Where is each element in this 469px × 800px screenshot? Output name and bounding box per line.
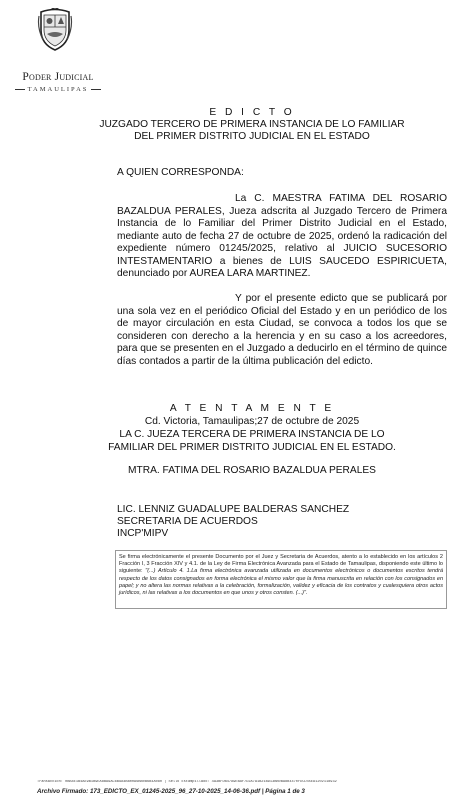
signed-file-info: Archivo Firmado: 173_EDICTO_EX_01245-2025_96_27-10-2025_14-06-36.pdf | Página 1 de 3 (37, 788, 305, 795)
institution-name: Poder Judicial (22, 71, 94, 83)
document-title: E D I C T O (209, 107, 295, 118)
salutation: A QUIEN CORRESPONDA: (117, 167, 244, 178)
institution-state (8, 86, 108, 93)
divider (15, 89, 25, 90)
state-label: TAMAULIPAS (27, 86, 89, 93)
atentamente-heading: A T E N T A M E N T E (169, 403, 335, 414)
divider (91, 89, 101, 90)
court-name-line2: DEL PRIMER DISTRITO JUDICIAL EN EL ESTADO (134, 131, 370, 142)
state-coat-of-arms-icon (37, 8, 73, 52)
notice-text: Se firma electrónicamente el presente Documento por el Juez y Secretaria de Acuerdos, atento a lo establecido en los artículos 2 Fracción I, 3 Fracción XIV y 4.1. de la Ley de Firma Electrónica Avanzada para el Estado de Tamaulipas, disponiendo este último lo siguiente: (119, 554, 443, 575)
edict-paragraph-2: Y por el presente edicto que se publicará por una sola vez en el periódico Oficial del Estado y en un periódico de los de mayor circulación en esta Ciudad, se convoca a todos los que se consideren con derecho a la herencia y en su caso a los acreedores, para que se presenten en el Juzgado a deducirlo en el término de quince días contados a partir de la última publicación del edicto. (117, 293, 447, 367)
judge-name: MTRA. FATIMA DEL ROSARIO BAZALDUA PERALES (128, 465, 376, 476)
place-and-date: Cd. Victoria, Tamaulipas;27 de octubre de 2025 (144, 416, 360, 427)
electronic-signature-notice (115, 550, 447, 609)
secretary-role: SECRETARIA DE ACUERDOS (117, 516, 258, 527)
judge-title-line2: FAMILIAR DEL PRIMER DISTRITO JUDICIAL EN EL ESTADO. (108, 442, 396, 453)
edict-paragraph-1: La C. MAESTRA FATIMA DEL ROSARIO BAZALDUA PERALES, Jueza adscrita al Juzgado Tercero de Primera Instancia de lo Familiar del Primer Distrito Judicial en el Estado, mediante auto de fecha 27 de octubre de 2025, ordenó la radicación del expediente número 01245/2025, relativo al JUICIO SUCESORIO INTESTAMENTARIO a bienes de LUIS SAUCEDO ESPIRICUETA, denunciado por AUREA LARA MARTINEZ. (117, 193, 447, 279)
notice-quote: "(...) Artículo 4. 1.La firma electrónica avanzada utilizada en documentos electrónicos o documentos escritos tendrá respecto de los datos consignados en forma electrónica el mismo valor que la firma manuscrita en relación con los consignados en papel; y no altera las normas relativas a la celebración, formalización, validez y eficacia de los contratos y cualesquiera otros actos jurídicos, ni las relativas a los documentos en que unos y otros consten. (...)". (119, 568, 444, 597)
secretary-name: LIC. LENNIZ GUADALUPE BALDERAS SANCHEZ (117, 504, 350, 515)
court-name-line1: JUZGADO TERCERO DE PRIMERA INSTANCIA DE LO FAMILIAR (99, 119, 405, 130)
typist-initials: INCP'MIPV (117, 528, 169, 539)
judge-title-line1: LA C. JUEZA TERCERA DE PRIMERA INSTANCIA DE LO (119, 429, 385, 440)
transaction-stamp: Transacción: 0BB4E1B4AE9B1B9EA8BA9AC6B9A4BB00A6BB0B6B4A080 | Sello Estampillado: 4A3BFDB47A9EBAF7D2A7A1B21B913BB0BA8B4470FDCD45EA1202118932 (37, 780, 337, 784)
